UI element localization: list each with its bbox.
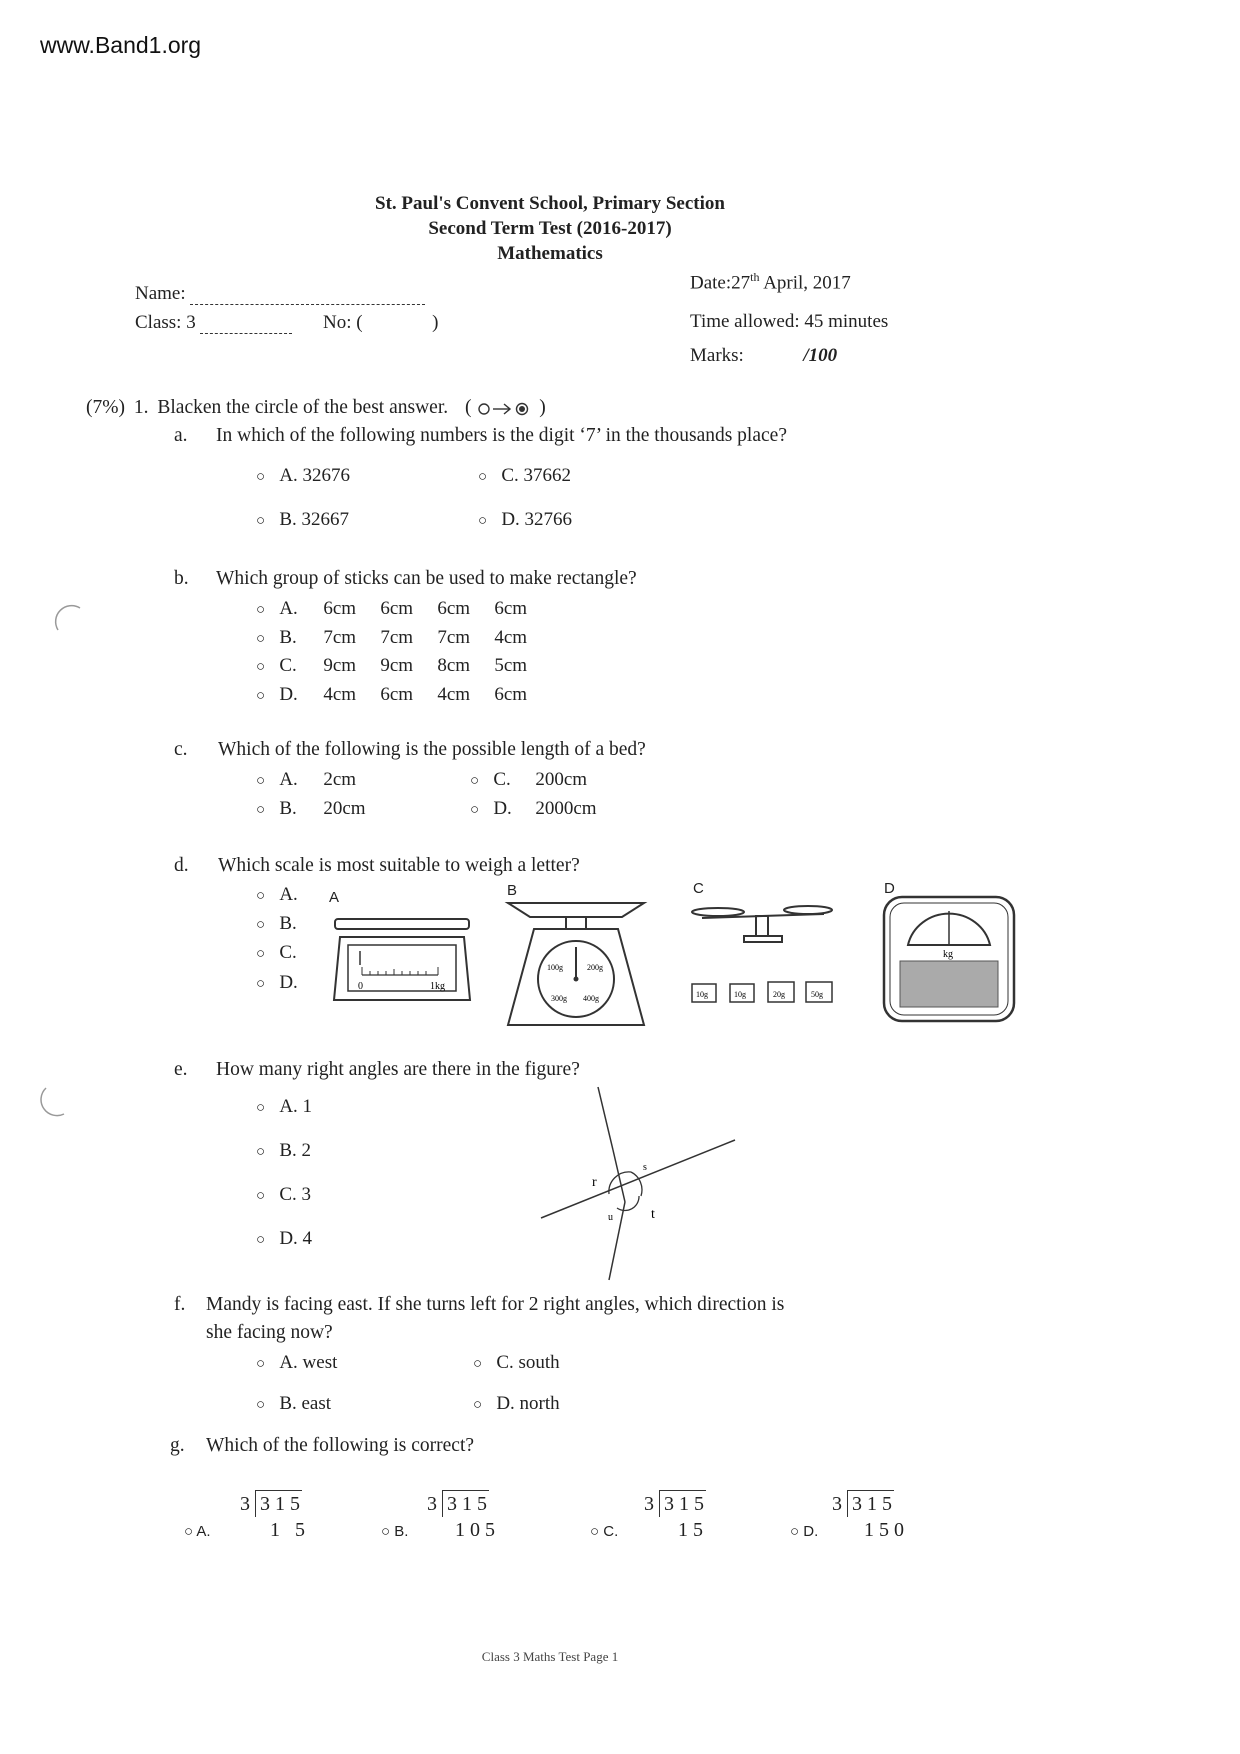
qb-option-c[interactable]: ○ C. 9cm 9cm 8cm 5cm (256, 655, 528, 676)
scale-a-mark-0: 0 (358, 981, 363, 992)
qd-option-a[interactable]: ○ A. (256, 884, 298, 905)
scale-a-mark-1: 1kg (430, 981, 445, 992)
q1-header (86, 397, 546, 419)
school-name: St. Paul's Convent School, Primary Section (375, 193, 725, 214)
scale-b-mark-100: 100g (547, 963, 563, 972)
qe-text: How many right angles are there in the figure? (216, 1059, 580, 1080)
qc-text: Which of the following is the possible length of a bed? (218, 739, 646, 760)
name-label: Name: (135, 283, 186, 304)
qe-option-d[interactable]: ○ D. 4 (256, 1228, 313, 1249)
qa-option-c[interactable]: ○ C. 37662 (478, 465, 571, 486)
scale-d-mark: kg (943, 949, 953, 960)
scale-b-mark-400: 400g (583, 994, 599, 1003)
date-day: 27 (731, 272, 751, 294)
binder-hole-top (50, 604, 86, 644)
qb-option-a[interactable]: ○ A. 6cm 6cm 6cm 6cm (256, 598, 528, 619)
qf-text-line1: Mandy is facing east. If she turns left for 2 right angles, which direction is (206, 1294, 785, 1315)
scale-b-label: B (507, 882, 518, 899)
angle-label-u: u (608, 1212, 613, 1223)
name-row (135, 283, 425, 305)
qg-option-c[interactable]: ○ C. (590, 1523, 619, 1540)
qa-text: In which of the following numbers is the digit ‘7’ in the thousands place? (216, 425, 787, 446)
qf-option-b[interactable]: ○ B. east (256, 1393, 332, 1414)
marks-row (690, 345, 837, 367)
subject-title: Mathematics (497, 243, 603, 264)
no-label: No: ( (323, 312, 363, 333)
weight-10g-a: 10g (696, 990, 708, 999)
scale-d-label: D (884, 880, 895, 897)
q1-marks: (7%) (86, 397, 125, 418)
qb-letter: b. (174, 568, 189, 589)
angle-label-s: s (643, 1162, 647, 1173)
qd-option-b[interactable]: ○ B. (256, 913, 297, 934)
empty-to-filled-icon (476, 400, 534, 418)
site-url: www.Band1.org (40, 32, 202, 58)
qg-division-d: 3 3 1 5 1 5 0 (832, 1490, 904, 1543)
scale-c-image (688, 900, 838, 1010)
qe-letter: e. (174, 1059, 188, 1080)
q1-example-close: ) (539, 397, 546, 418)
qg-option-d[interactable]: ○ D. (790, 1523, 819, 1540)
qf-text-line2: she facing now? (206, 1322, 333, 1343)
qf-letter: f. (174, 1294, 186, 1315)
date-rest: April, 2017 (763, 272, 851, 294)
qa-letter: a. (174, 425, 188, 446)
scale-a-label: A (329, 889, 340, 906)
qg-text: Which of the following is correct? (206, 1435, 475, 1456)
test-title: Second Term Test (2016-2017) (428, 218, 672, 239)
qg-division-b: 3 3 1 5 1 0 5 (427, 1490, 495, 1543)
qg-option-b[interactable]: ○ B. (381, 1523, 409, 1540)
qc-option-c[interactable]: ○ C. 200cm (470, 769, 588, 790)
qg-option-a[interactable]: ○ A. (184, 1523, 211, 1540)
q1-example-open: ( (465, 397, 472, 418)
qc-letter: c. (174, 739, 188, 760)
qc-option-d[interactable]: ○ D. 2000cm (470, 798, 597, 819)
page-footer: Class 3 Maths Test Page 1 (481, 1649, 619, 1664)
qb-option-d[interactable]: ○ D. 4cm 6cm 4cm 6cm (256, 684, 528, 705)
qg-division-a: 3 3 1 5 1 5 (240, 1490, 305, 1543)
qd-text: Which scale is most suitable to weigh a letter? (218, 855, 580, 876)
qb-option-b[interactable]: ○ B. 7cm 7cm 7cm 4cm (256, 627, 528, 648)
date-label: Date: (690, 272, 732, 294)
time-allowed: Time allowed: 45 minutes (690, 311, 889, 332)
qf-option-d[interactable]: ○ D. north (473, 1393, 560, 1414)
weight-10g-b: 10g (734, 990, 746, 999)
weight-50g: 50g (811, 990, 823, 999)
qd-option-c[interactable]: ○ C. (256, 942, 297, 963)
scale-b-mark-300: 300g (551, 994, 567, 1003)
marks-total: /100 (803, 345, 838, 366)
class-label: Class: 3 (135, 312, 196, 333)
scale-b-mark-200: 200g (587, 963, 603, 972)
qe-option-b[interactable]: ○ B. 2 (256, 1140, 311, 1161)
date-row (690, 270, 851, 294)
qf-option-c[interactable]: ○ C. south (473, 1352, 560, 1373)
marks-label: Marks: (690, 345, 744, 366)
qb-text: Which group of sticks can be used to make rectangle? (216, 568, 637, 589)
qe-option-a[interactable]: ○ A. 1 (256, 1096, 313, 1117)
class-blank[interactable] (200, 315, 292, 334)
class-row (135, 312, 292, 334)
qc-option-a[interactable]: ○ A. 2cm (256, 769, 357, 790)
qd-letter: d. (174, 855, 189, 876)
scale-c-label: C (693, 880, 704, 897)
angle-label-t: t (651, 1207, 655, 1222)
name-blank[interactable] (190, 286, 425, 305)
qg-division-c: 3 3 1 5 1 5 (644, 1490, 706, 1543)
date-sup: th (750, 270, 760, 284)
no-row (323, 312, 438, 334)
qa-option-d[interactable]: ○ D. 32766 (478, 509, 573, 530)
q1-number: 1. (133, 397, 149, 418)
qd-option-d[interactable]: ○ D. (256, 972, 298, 993)
no-close: ) (432, 312, 439, 333)
qc-option-b[interactable]: ○ B. 20cm (256, 798, 366, 819)
qg-letter: g. (170, 1435, 185, 1456)
weight-20g: 20g (773, 990, 785, 999)
qf-option-a[interactable]: ○ A. west (256, 1352, 338, 1373)
qe-option-c[interactable]: ○ C. 3 (256, 1184, 311, 1205)
scale-d-image (880, 893, 1020, 1025)
scale-a-image (330, 915, 475, 1005)
angle-figure (535, 1084, 740, 1284)
scale-b-image (504, 897, 649, 1029)
angle-label-r: r (592, 1175, 597, 1190)
qa-option-a[interactable]: ○ A. 32676 (256, 465, 351, 486)
qa-option-b[interactable]: ○ B. 32667 (256, 509, 349, 530)
binder-hole-bottom (40, 1084, 76, 1124)
q1-instruction: Blacken the circle of the best answer. (157, 397, 449, 418)
